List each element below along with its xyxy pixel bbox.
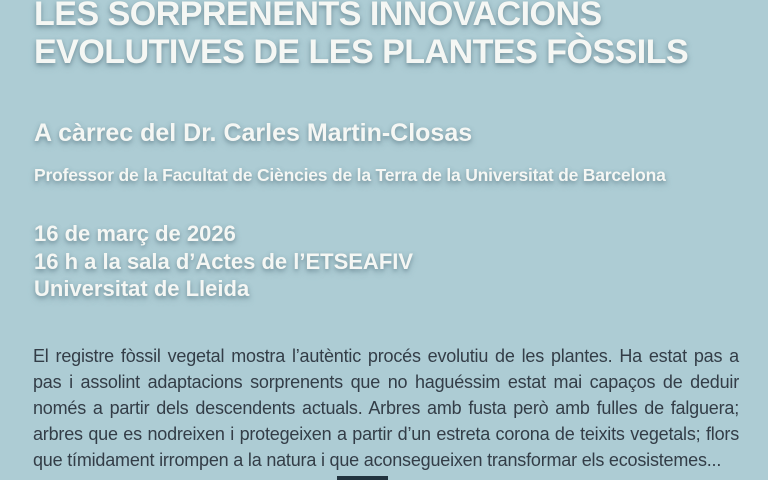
speaker-affiliation: Professor de la Facultat de Ciències de la Terra de la Universitat de Barcelona [34,165,666,185]
event-institution: Universitat de Lleida [34,276,250,301]
event-date: 16 de març de 2026 [34,221,236,246]
event-details [34,220,413,303]
speaker-name: A càrrec del Dr. Carles Martin-Closas [34,119,473,147]
poster-title [34,0,688,71]
event-description: El registre fòssil vegetal mostra l’autèntic procés evolutiu de les plantes. Ha estat pas a pas i assolint adaptacions sorprenents que no haguéssim estat mai capaços de deduir només a partir dels descendents actuals. Arbres amb fusta però amb fulles de falguera; arbres que es nodreixen i protegeixen a partir d’un estreta corona de teixits vegetals; flors que tímidament irrompen a la natura i que aconsegueixen transformar els ecosistemes... [33,346,739,470]
bottom-bar-decoration [337,476,388,480]
poster-title-line2: EVOLUTIVES DE LES PLANTES FÒSSILS [34,33,689,71]
event-time-place: 16 h a la sala d’Actes de l’ETSEAFIV [34,248,414,274]
poster-title-line1: LES SORPRENENTS INNOVACIONS [34,0,602,33]
